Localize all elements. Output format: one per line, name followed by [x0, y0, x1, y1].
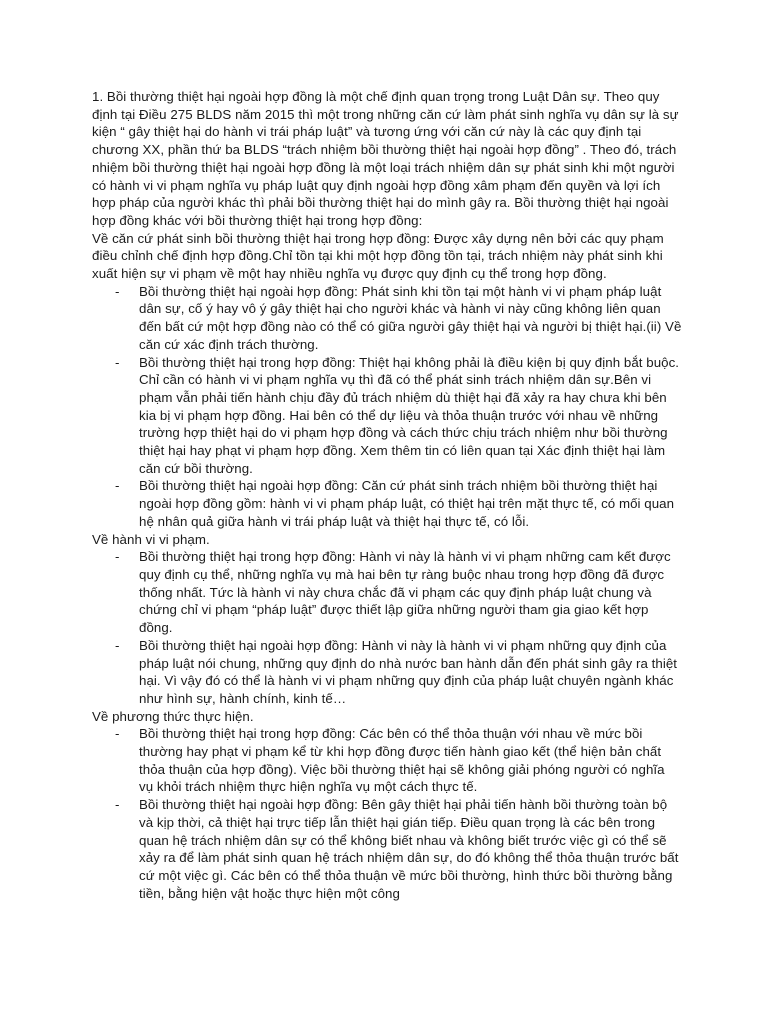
list-item: [115, 354, 682, 478]
list-item: [115, 548, 682, 637]
bullet-dash: -: [115, 797, 120, 813]
bullet-dash: -: [115, 637, 120, 653]
list-item-text: Bồi thường thiệt hại trong hợp đồng: Thiệt hại không phải là điều kiện bị quy định bắt buộc. Chỉ cần có hành vi vi phạm nghĩa vụ thì đã có thể phát sinh trách nhiệm dân sự.Bên vi phạm vẫn phải tiến hành chịu đầy đủ trách nhiệm dù thiệt hại đã xảy ra hay chưa khi bên kia bị vi phạm hợp đồng. Hai bên có thể dự liệu và thỏa thuận trước với nhau về những trường hợp thiệt hại do vi phạm hợp đồng và cách thức chịu trách nhiệm như bồi thường thiệt hại hay phạt vi phạm hợp đồng. Xem thêm tin có liên quan tại Xác định thiệt hại làm căn cứ bồi thường.: [139, 354, 680, 476]
violation-list: [92, 548, 682, 707]
bullet-dash: -: [115, 549, 120, 565]
list-item-text: Bồi thường thiệt hại ngoài hợp đồng: Bên gây thiệt hại phải tiến hành bồi thường toàn bộ và kịp thời, cả thiệt hại trực tiếp lẫn thiệt hại gián tiếp. Điều quan trọng là các bên trong quan hệ trách nhiệm dân sự có thể không biết nhau và không biết trước việc gì có thể sẽ xảy ra để làm phát sinh quan hệ trách nhiệm dân sự, do đó không thể thỏa thuận trước bất cứ một việc gì. Các bên có thể thỏa thuận về mức bồi thường, hình thức bồi thường bằng tiền, bằng hiện vật hoặc thực hiện một công: [139, 797, 679, 901]
list-item-text: Bồi thường thiệt hại ngoài hợp đồng: Phát sinh khi tồn tại một hành vi vi phạm pháp luật dân sự, cố ý hay vô ý gây thiệt hại cho người khác và hành vi này cũng không liên quan đến bất cứ một hợp đồng nào có thể có giữa người gây thiệt hại và người bị thiệt hại.(ii) Về căn cứ xác định trách thường.: [139, 283, 682, 352]
intro-paragraph: 1. Bồi thường thiệt hại ngoài hợp đồng là một chế định quan trọng trong Luật Dân sự. Theo quy định tại Điều 275 BLDS năm 2015 thì một trong những căn cứ làm phát sinh nghĩa vụ dân sự là sự kiện “ gây thiệt hại do hành vi trái pháp luật” và tương ứng với căn cứ này là các quy định tại chương XX, phần thứ ba BLDS “trách nhiệm bồi thường thiệt hại ngoài hợp đồng” . Theo đó, trách nhiệm bồi thường thiệt hại ngoài hợp đồng là một loại trách nhiệm dân sự phát sinh khi một người có hành vi vi phạm nghĩa vụ pháp luật quy định ngoài hợp đồng xâm phạm đến quyền và lợi ích hợp pháp của người khác thì phải bồi thường thiệt hại do mình gây ra. Bồi thường thiệt hại ngoài hợp đồng khác với bồi thường thiệt hại trong hợp đồng:: [92, 89, 679, 228]
basis-list: [92, 283, 682, 531]
violation-heading: Về hành vi vi phạm.: [92, 531, 210, 547]
list-item: [115, 637, 682, 708]
list-item: [115, 477, 682, 530]
bullet-dash: -: [115, 726, 120, 742]
list-item-text: Bồi thường thiệt hại ngoài hợp đồng: Căn cứ phát sinh trách nhiệm bồi thường thiệt hại ngoài hợp đồng gồm: hành vi vi phạm pháp luật, có thiệt hại trên mặt thực tế, có mối quan hệ nhân quả giữa hành vi trái pháp luật và thiệt hại thực tế, có lỗi.: [139, 478, 675, 529]
list-item: [115, 283, 682, 354]
list-item-text: Bồi thường thiệt hại ngoài hợp đồng: Hành vi này là hành vi vi phạm những quy định của pháp luật nói chung, những quy định do nhà nước ban hành dẫn đến phát sinh gây ra thiệt hại. Vì vậy đó có thể là hành vi vi phạm những quy định của pháp luật chuyên ngành khác như hình sự, hành chính, kinh tế…: [139, 637, 678, 706]
method-list: [92, 725, 682, 902]
list-item: [115, 796, 682, 902]
method-heading: Về phương thức thực hiện.: [92, 708, 254, 724]
basis-paragraph: Về căn cứ phát sinh bồi thường thiệt hại trong hợp đồng: Được xây dựng nên bởi các quy phạm điều chỉnh chế định hợp đồng.Chỉ tồn tại khi một hợp đồng tồn tại, trách nhiệm này phát sinh khi xuất hiện sự vi phạm về một hay nhiều nghĩa vụ được quy định cụ thể trong hợp đồng.: [92, 230, 664, 282]
document-page: [92, 88, 682, 902]
bullet-dash: -: [115, 354, 120, 370]
list-item-text: Bồi thường thiệt hại trong hợp đồng: Hành vi này là hành vi vi phạm những cam kết được quy định cụ thể, những nghĩa vụ mà hai bên tự ràng buộc nhau trong hợp đồng đã được thống nhất. Tức là hành vi này chưa chắc đã vi phạm các quy định pháp luật chung và chứng chỉ vi phạm “pháp luật” được thiết lập giữa những người tham gia giao kết hợp đồng.: [139, 549, 671, 636]
bullet-dash: -: [115, 283, 120, 299]
list-item-text: Bồi thường thiệt hại trong hợp đồng: Các bên có thể thỏa thuận với nhau về mức bồi thường hay phạt vi phạm kể từ khi hợp đồng được tiến hành giao kết (thể hiện bản chất thỏa thuận của hợp đồng). Việc bồi thường thiệt hại sẽ không giải phóng người có nghĩa vụ khỏi trách nhiệm thực hiện nghĩa vụ một cách thực tế.: [139, 726, 665, 795]
bullet-dash: -: [115, 478, 120, 494]
list-item: [115, 725, 682, 796]
